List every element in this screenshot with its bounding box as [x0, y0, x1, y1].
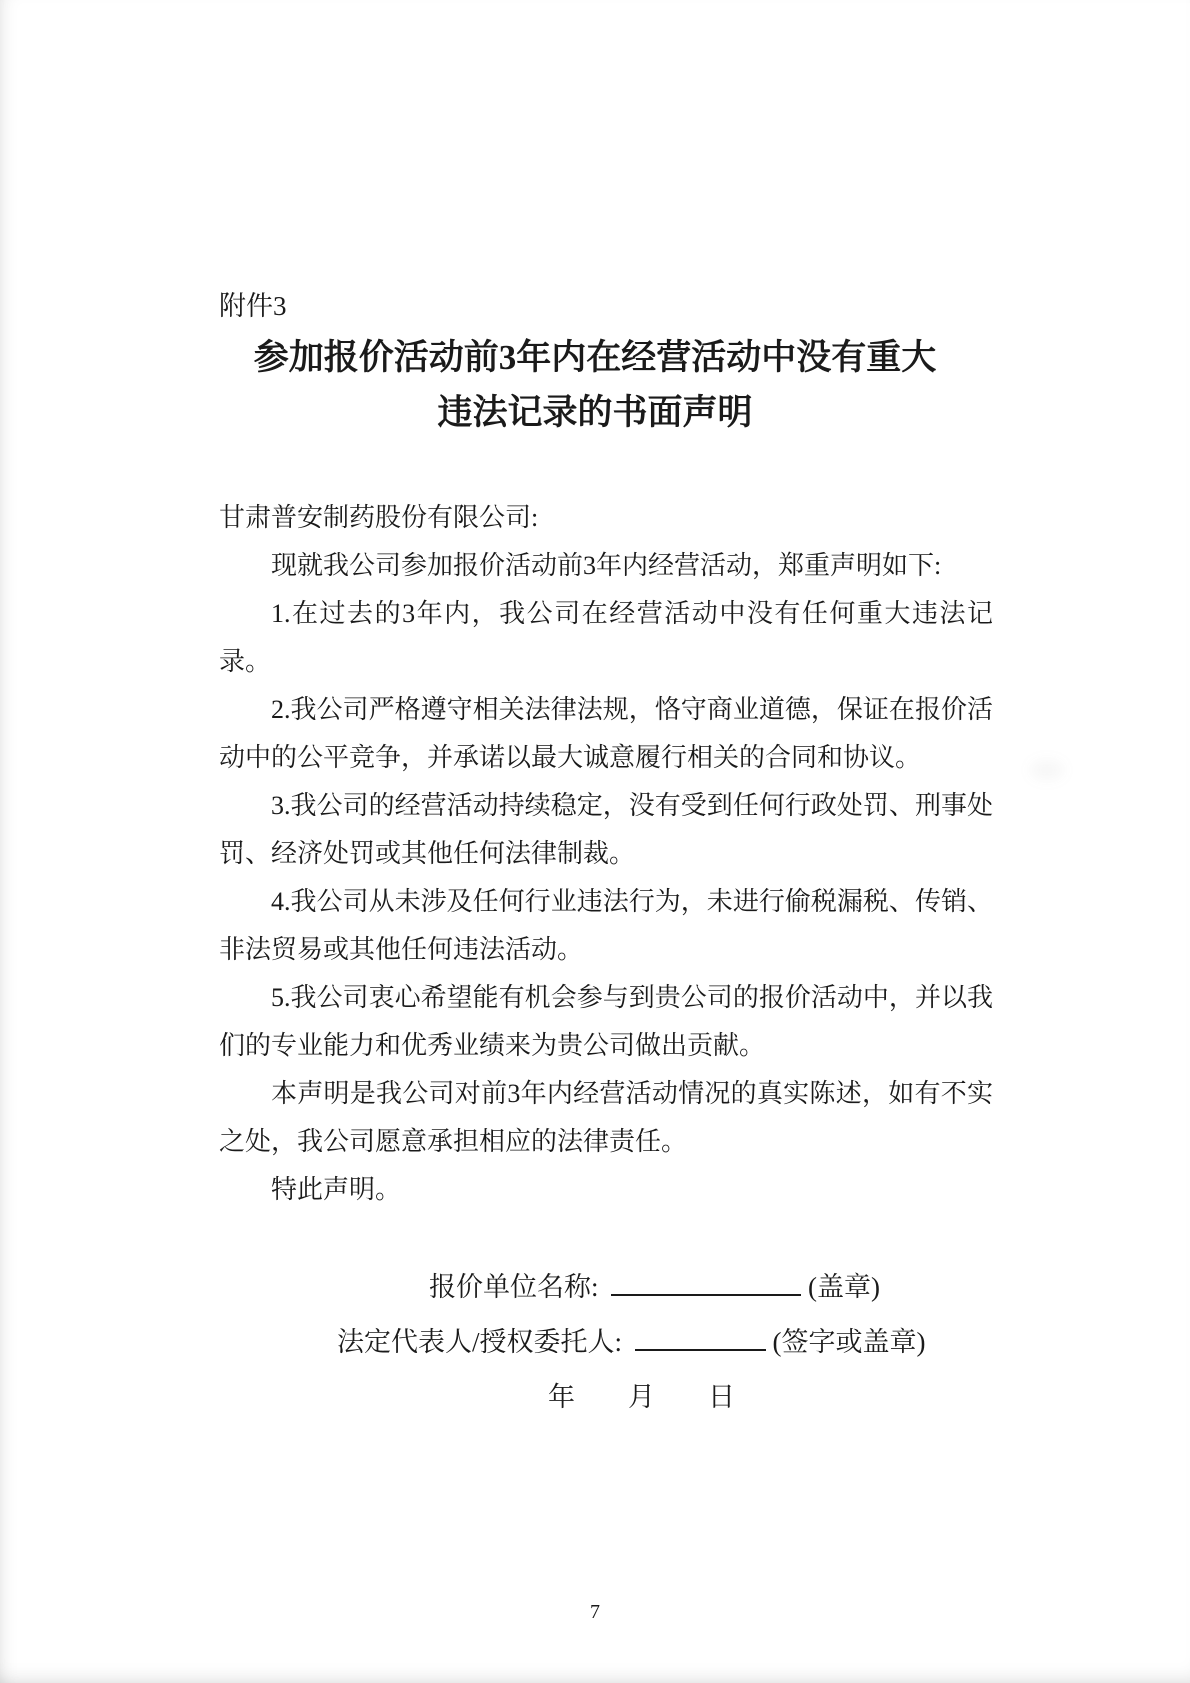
signature-block — [219, 1260, 993, 1425]
page-number: 7 — [590, 1601, 600, 1623]
representative-label: 法定代表人/授权委托人: — [337, 1327, 623, 1357]
declaration-item-1: 1.在过去的3年内，我公司在经营活动中没有任何重大违法记录。 — [219, 599, 993, 676]
representative-seal-note: (签字或盖章) — [772, 1327, 926, 1357]
representative-signature-line — [219, 1315, 993, 1370]
company-name-label: 报价单位名称: — [429, 1272, 599, 1302]
document-title — [200, 330, 990, 440]
representative-blank — [635, 1322, 766, 1351]
closing-statement: 特此声明。 — [271, 1175, 402, 1204]
date-line — [219, 1370, 993, 1425]
company-signature-line — [219, 1260, 993, 1315]
attachment-label: 附件3 — [219, 291, 287, 321]
truthfulness-paragraph: 本声明是我公司对前3年内经营活动情况的真实陈述，如有不实之处，我公司愿意承担相应的法律责任。 — [219, 1079, 993, 1156]
declaration-item-4: 4.我公司从未涉及任何行业违法行为，未进行偷税漏税、传销、非法贸易或其他任何违法活动。 — [219, 887, 993, 964]
declaration-item-2: 2.我公司严格遵守相关法律法规，恪守商业道德，保证在报价活动中的公平竞争，并承诺以最大诚意履行相关的合同和协议。 — [219, 695, 993, 772]
scan-smudge — [1030, 760, 1064, 780]
recipient-line: 甘肃普安制药股份有限公司: — [219, 503, 539, 532]
date-day-label: 日 — [708, 1382, 735, 1412]
intro-paragraph: 现就我公司参加报价活动前3年内经营活动，郑重声明如下: — [271, 551, 942, 580]
declaration-item-5: 5.我公司衷心希望能有机会参与到贵公司的报价活动中，并以我们的专业能力和优秀业绩来为贵公司做出贡献。 — [219, 983, 993, 1060]
declaration-body — [219, 494, 993, 1214]
company-name-blank — [611, 1267, 801, 1296]
date-month-label: 月 — [628, 1382, 655, 1412]
document-title-text: 参加报价活动前3年内在经营活动中没有重大违法记录的书面声明 — [253, 338, 937, 432]
declaration-item-3: 3.我公司的经营活动持续稳定，没有受到任何行政处罚、刑事处罚、经济处罚或其他任何法律制裁。 — [219, 791, 993, 868]
date-year-label: 年 — [548, 1382, 575, 1412]
company-seal-note: (盖章) — [808, 1272, 880, 1302]
